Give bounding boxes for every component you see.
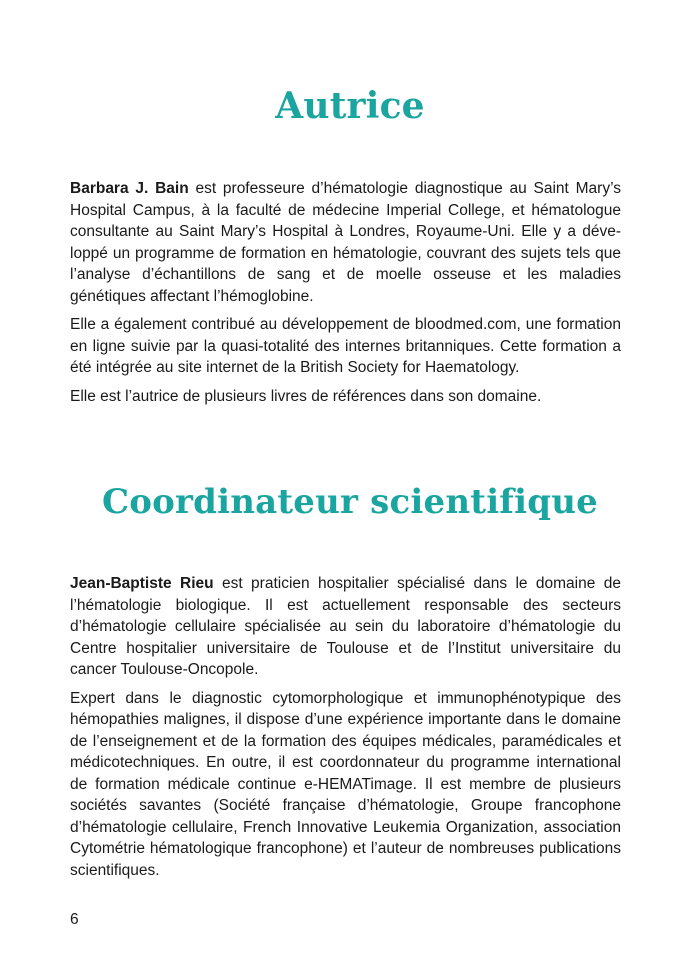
coordinator-bio-paragraph	[70, 573, 621, 681]
author-heading: Autrice	[275, 85, 425, 127]
coordinator-heading: Coordinateur scientifique	[102, 482, 598, 522]
author-section	[70, 178, 621, 414]
author-bio-paragraph	[70, 178, 621, 307]
author-books-paragraph: Elle est l’autrice de plusieurs livres de références dans son domaine.	[70, 387, 542, 405]
coordinator-bio-text: est praticien hospitalier spécialisé dans le domaine de l’hématologie biologique. Il est actuellement responsable des secteurs d’hématologie cellulaire spécialisée au sein du laboratoire d’hématologie du Centre hospitalier universitaire de Toulouse et de l’Institut universitaire du cancer Toulouse-Oncopole.	[70, 575, 621, 678]
coordinator-expertise-paragraph: Expert dans le diagnostic cytomorphologique et immunophénotypique des hémopathies malignes, il dispose d’une expérience importante dans le domaine de l’enseignement et de la formation des équipes médicales, paramédicales et médicotechniques. En outre, il est coordonnateur du programme international de formation médicale continue e-HEMATimage. Il est membre de plusieurs sociétés savantes (Société française d’hématologie, Groupe francophone d’hématologie cellulaire, French Innovative Leukemia Organization, association Cytométrie hématologique francophone) et l’auteur de nombreuses publications scientifiques.	[70, 689, 621, 879]
author-bio-text: est professeure d’hématologie diagnostique au Saint Mary’s Hospital Campus, à la faculté de médecine Imperial College, et hématologue consultante au Saint Mary’s Hospital à Londres, Royaume-Uni. Elle y a développé un programme de formation en hématologie, couvrant des sujets tels que l’analyse d’échantillons de sang et de moelle osseuse et les maladies génétiques affectant l’hémoglobine.	[70, 180, 621, 305]
coordinator-section	[70, 573, 621, 888]
coordinator-name: Jean-Baptiste Rieu	[70, 575, 214, 592]
author-name: Barbara J. Bain	[70, 180, 189, 197]
page-number: 6	[70, 911, 79, 928]
author-contribution-paragraph: Elle a également contribué au développement de bloodmed.com, une formation en ligne suivie par la quasi-totalité des internes britanniques. Cette formation a été intégrée au site internet de la British Society for Haematology.	[70, 316, 621, 376]
